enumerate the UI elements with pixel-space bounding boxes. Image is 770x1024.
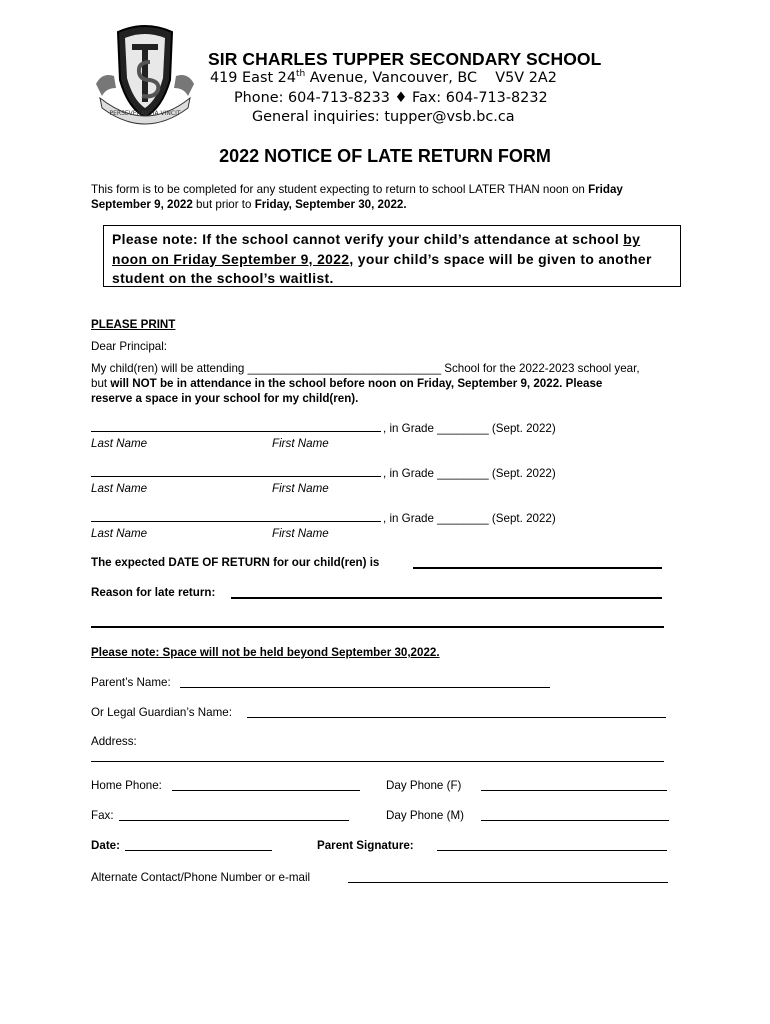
child-3-last-name-label: Last Name <box>91 527 148 540</box>
child-2-last-name-label: Last Name <box>91 482 148 495</box>
child-1-first-name-label: First Name <box>272 437 329 450</box>
school-email: General inquiries: tupper@vsb.bc.ca <box>252 109 515 125</box>
important-note-box <box>103 225 681 287</box>
guardian-name-field[interactable] <box>247 717 666 718</box>
parent-name-field[interactable] <box>180 687 550 688</box>
parent-name-label: Parent’s Name: <box>91 676 171 689</box>
space-note: Please note: Space will not be held beyond September 30,2022. <box>91 646 440 659</box>
date-of-return-label: The expected DATE OF RETURN for our child(ren) is <box>91 556 380 569</box>
date-label: Date: <box>91 839 120 852</box>
parent-signature-field[interactable] <box>437 850 667 851</box>
home-phone-label: Home Phone: <box>91 779 162 792</box>
alternate-contact-label: Alternate Contact/Phone Number or e-mail <box>91 871 311 884</box>
note-line-1: Please note: If the school cannot verify your child’s attendance at school by <box>112 231 641 247</box>
day-phone-m-label: Day Phone (M) <box>386 809 464 822</box>
date-field[interactable] <box>125 850 272 851</box>
child-3-first-name-label: First Name <box>272 527 329 540</box>
note-line-2: noon on Friday September 9, 2022, your child’s space will be given to another <box>112 250 652 267</box>
school-phone-fax: Phone: 604-713-8233 ♦ Fax: 604-713-8232 <box>234 90 548 106</box>
child-2-first-name-label: First Name <box>272 482 329 495</box>
body-line-2: but will NOT be in attendance in the school before noon on Friday, September 9, 2022. Please <box>91 377 603 390</box>
child-2-name-field[interactable] <box>91 476 381 477</box>
intro-line-2: September 9, 2022 but prior to Friday, September 30, 2022. <box>91 198 407 211</box>
child-1-grade-field[interactable]: , in Grade ________ (Sept. 2022) <box>383 422 556 435</box>
child-1-name-field[interactable] <box>91 431 381 432</box>
form-title: 2022 NOTICE OF LATE RETURN FORM <box>219 146 551 166</box>
date-of-return-field[interactable] <box>413 567 662 569</box>
reason-label: Reason for late return: <box>91 586 216 599</box>
note-line-3: student on the school’s waitlist. <box>112 270 334 286</box>
day-phone-f-field[interactable] <box>481 790 667 791</box>
fax-label: Fax: <box>91 809 114 822</box>
parent-signature-label: Parent Signature: <box>317 839 414 852</box>
intro-line-1: This form is to be completed for any student expecting to return to school LATER THAN noon on Friday <box>91 183 623 196</box>
body-line-1: My child(ren) will be attending ______________________________ School for the 2022-2023 school year, <box>91 362 640 375</box>
salutation: Dear Principal: <box>91 340 168 353</box>
school-crest-logo <box>92 22 198 130</box>
school-address: 419 East 24th Avenue, Vancouver, BC V5V 2A2 <box>210 69 557 86</box>
home-phone-field[interactable] <box>172 790 360 791</box>
alternate-contact-field[interactable] <box>348 882 668 883</box>
child-1-last-name-label: Last Name <box>91 437 148 450</box>
child-3-grade-field[interactable]: , in Grade ________ (Sept. 2022) <box>383 512 556 525</box>
svg-text:PERSEVERANTIA VINCIT: PERSEVERANTIA VINCIT <box>109 110 181 117</box>
body-line-3: reserve a space in your school for my child(ren). <box>91 392 359 405</box>
day-phone-f-label: Day Phone (F) <box>386 779 462 792</box>
please-print-heading: PLEASE PRINT <box>91 318 176 331</box>
school-name: SIR CHARLES TUPPER SECONDARY SCHOOL <box>208 49 602 69</box>
day-phone-m-field[interactable] <box>481 820 669 821</box>
reason-field-line-2[interactable] <box>91 626 664 628</box>
reason-field[interactable] <box>231 597 662 599</box>
guardian-name-label: Or Legal Guardian’s Name: <box>91 706 232 719</box>
school-name-blank[interactable]: ______________________________ <box>247 362 442 375</box>
fax-field[interactable] <box>119 820 349 821</box>
address-field[interactable] <box>91 761 664 762</box>
child-3-name-field[interactable] <box>91 521 381 522</box>
address-label: Address: <box>91 735 137 748</box>
child-2-grade-field[interactable]: , in Grade ________ (Sept. 2022) <box>383 467 556 480</box>
